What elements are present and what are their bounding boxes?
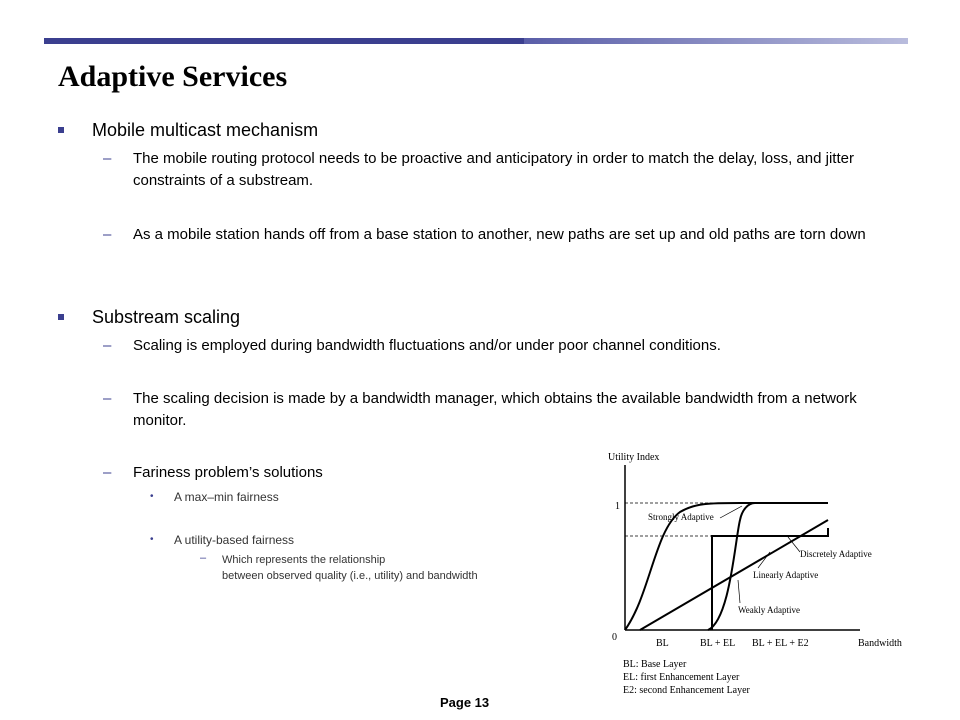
dot-bullet-icon: •: [150, 491, 154, 502]
title-rule: [44, 38, 908, 44]
section-heading-scaling: Substream scaling: [92, 307, 241, 327]
y-axis-label: Utility Index: [608, 452, 660, 463]
bullet-bandwidth-manager: The scaling decision is made by a bandwidth manager, which obtains the available bandwidth from a network monitor.: [133, 390, 857, 429]
legend-el: EL: first Enhancement Layer: [623, 672, 740, 683]
y-tick-1: 1: [615, 501, 620, 512]
label-discretely: Discretely Adaptive: [800, 549, 872, 559]
x-tick-bl-el-e2: BL + EL + E2: [752, 638, 809, 649]
page-title: Adaptive Services: [58, 60, 288, 93]
label-weakly: Weakly Adaptive: [738, 605, 801, 615]
leader-weakly: [738, 580, 740, 603]
origin-label: 0: [612, 632, 617, 643]
label-strongly: Strongly Adaptive: [648, 512, 714, 522]
bullet-square-icon: [58, 314, 64, 320]
subsubitem-line1: Which represents the relationship: [222, 554, 386, 566]
dash-icon: –: [103, 337, 112, 354]
dot-bullet-icon: •: [150, 534, 154, 545]
subsubitem-line2: between observed quality (i.e., utility) and bandwidth: [222, 570, 478, 582]
leader-strongly: [720, 506, 742, 518]
bullet-handoff: As a mobile station hands off from a base station to another, new paths are set up and old paths are torn down: [133, 226, 866, 243]
subitem-utility: A utility-based fairness: [174, 533, 295, 547]
dash-icon: –: [103, 464, 112, 481]
bullet-square-icon: [58, 127, 64, 133]
title-rule-dark: [44, 38, 524, 44]
dash-icon: –: [103, 150, 112, 167]
x-tick-bl-el: BL + EL: [700, 638, 736, 649]
x-axis-label: Bandwidth: [858, 638, 902, 649]
section-heading-multicast: Mobile multicast mechanism: [92, 120, 319, 140]
legend-bl: BL: Base Layer: [623, 659, 687, 670]
x-tick-bl: BL: [656, 638, 669, 649]
dash-icon: –: [200, 552, 207, 564]
label-linearly: Linearly Adaptive: [753, 570, 819, 580]
bullet-scaling-employed: Scaling is employed during bandwidth fluctuations and/or under poor channel conditions.: [133, 337, 721, 354]
dash-icon: –: [103, 226, 112, 243]
legend-e2: E2: second Enhancement Layer: [623, 685, 750, 696]
utility-bandwidth-diagram: [590, 440, 920, 700]
page-number: Page 13: [440, 695, 490, 710]
title-rule-fade: [524, 38, 908, 44]
bullet-proactive: The mobile routing protocol needs to be proactive and anticipatory in order to match the delay, loss, and jitter constraints of a substream.: [133, 150, 854, 189]
bullet-fairness: Fariness problem’s solutions: [133, 464, 323, 481]
dash-icon: –: [103, 390, 112, 407]
subitem-maxmin: A max–min fairness: [174, 490, 279, 504]
